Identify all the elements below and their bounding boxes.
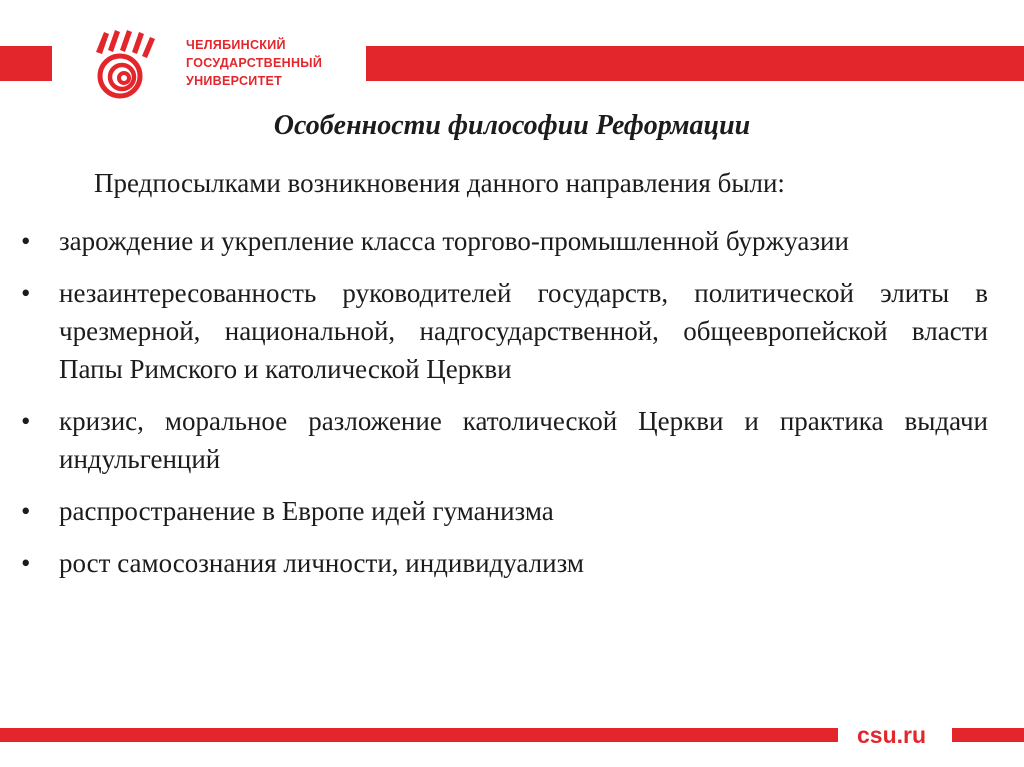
bullet-item — [0, 222, 1024, 260]
bullet-dot-icon: • — [21, 496, 31, 526]
header-red-bar-right — [366, 46, 1024, 81]
bullet-text: рост самосознания личности, индивидуализм — [59, 548, 584, 578]
university-name-line: УНИВЕРСИТЕТ — [186, 74, 283, 88]
university-name — [186, 36, 322, 90]
university-name-line: ГОСУДАРСТВЕННЫЙ — [186, 56, 323, 70]
bullet-dot-icon: • — [21, 406, 31, 436]
bullet-item — [0, 544, 1024, 582]
csu-shell-logo-icon — [82, 30, 182, 102]
bullet-list — [0, 222, 1024, 596]
bullet-dot-icon: • — [21, 278, 31, 308]
bullet-dot-icon: • — [21, 226, 31, 256]
bullet-item — [0, 402, 1024, 478]
bullet-text: кризис, моральное разложение католической Церкви и практика выдачи индульгенций — [59, 406, 988, 474]
university-name-line: ЧЕЛЯБИНСКИЙ — [186, 38, 286, 52]
header-red-bar-left — [0, 46, 52, 81]
bullet-dot-icon: • — [21, 548, 31, 578]
bullet-text: распространение в Европе идей гуманизма — [59, 496, 554, 526]
slide-title: Особенности философии Реформации — [273, 110, 751, 141]
footer-url-link[interactable]: csu.ru — [857, 722, 927, 748]
slide-intro: Предпосылками возникновения данного направления были: — [94, 168, 785, 198]
bullet-item — [0, 274, 1024, 388]
bullet-item — [0, 492, 1024, 530]
bullet-text: незаинтересованность руководителей государств, политической элиты в чрезмерной, национальной, надгосударственной, общеевропейской власти Папы Римского и католической Церкви — [59, 278, 988, 384]
bullet-text: зарождение и укрепление класса торгово-промышленной буржуазии — [59, 226, 849, 256]
